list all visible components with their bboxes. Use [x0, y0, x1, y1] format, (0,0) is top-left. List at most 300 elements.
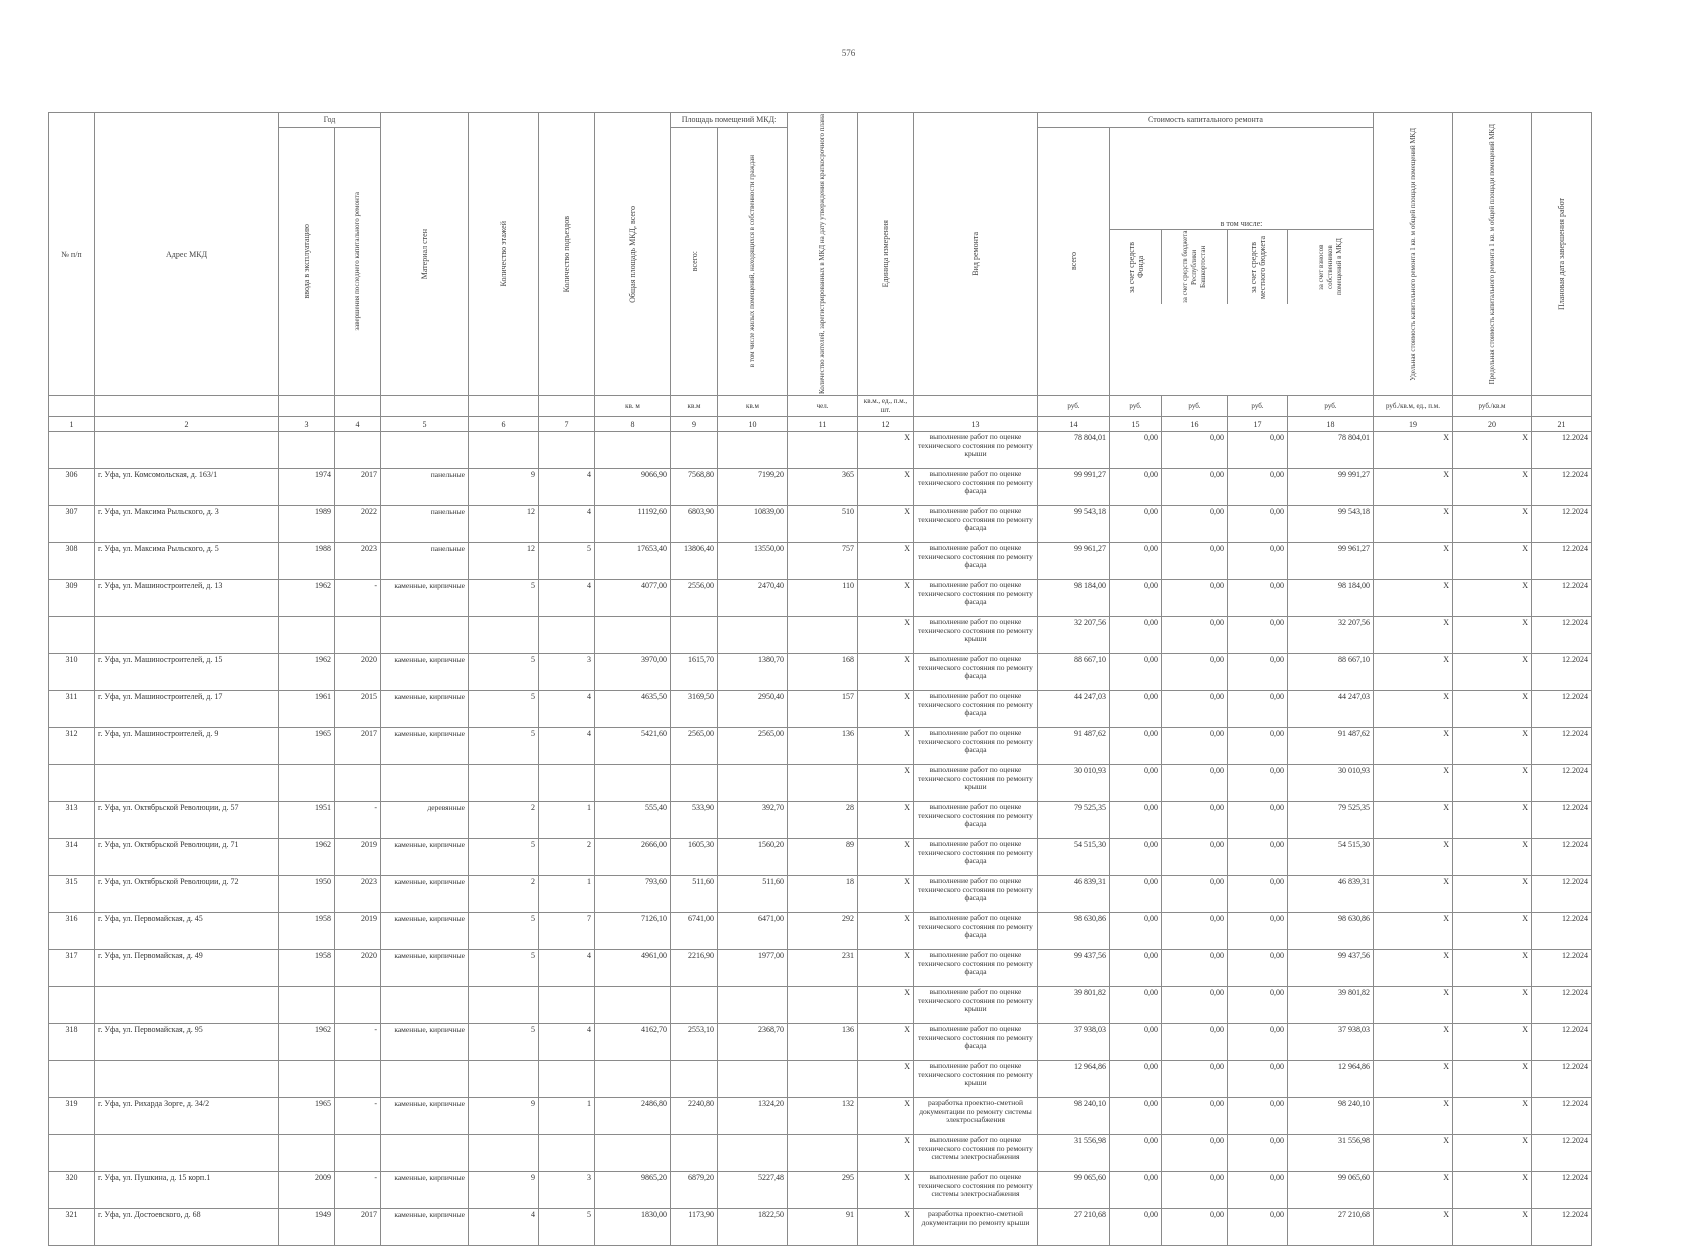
header-republic: за счет средств бюджета Республики Башкортостан — [1181, 230, 1208, 304]
row-year-commission — [279, 987, 335, 1024]
row-premises-total: 2553,10 — [671, 1024, 718, 1061]
row-entrances: 4 — [539, 469, 595, 506]
row-cost-local: 0,00 — [1228, 654, 1288, 691]
row-floors — [469, 765, 539, 802]
row-repair-type: выполнение работ по оценке технического состояния по ремонту крыши — [914, 617, 1038, 654]
row-premises-total: 511,60 — [671, 876, 718, 913]
row-number: 321 — [49, 1209, 95, 1246]
row-repair-type: выполнение работ по оценке технического состояния по ремонту фасада — [914, 543, 1038, 580]
row-wall-material: каменные, кирпичные — [381, 580, 469, 617]
row-wall-material — [381, 617, 469, 654]
row-address: г. Уфа, ул. Машиностроителей, д. 15 — [95, 654, 279, 691]
row-repair-type: выполнение работ по оценке технического состояния по ремонту фасада — [914, 506, 1038, 543]
row-cost-owners: 54 515,30 — [1288, 839, 1374, 876]
row-cost-republic: 0,00 — [1162, 691, 1228, 728]
row-unit: X — [858, 432, 914, 469]
row-floors: 5 — [469, 913, 539, 950]
row-premises-total: 2565,00 — [671, 728, 718, 765]
row-floors: 12 — [469, 506, 539, 543]
row-entrances: 4 — [539, 728, 595, 765]
table-row — [49, 950, 1592, 987]
row-residents: 365 — [788, 469, 858, 506]
row-unit-cost: X — [1374, 691, 1453, 728]
row-unit-cost: X — [1374, 1135, 1453, 1172]
row-planned-date: 12.2024 — [1532, 654, 1592, 691]
row-max-cost: X — [1453, 1172, 1532, 1209]
row-cost-total: 99 437,56 — [1038, 950, 1110, 987]
row-max-cost: X — [1453, 987, 1532, 1024]
row-planned-date: 12.2024 — [1532, 543, 1592, 580]
row-number: 315 — [49, 876, 95, 913]
row-cost-fund: 0,00 — [1110, 728, 1162, 765]
row-max-cost: X — [1453, 950, 1532, 987]
row-unit-cost: X — [1374, 802, 1453, 839]
row-planned-date: 12.2024 — [1532, 469, 1592, 506]
row-cost-total: 78 804,01 — [1038, 432, 1110, 469]
row-cost-owners: 98 630,86 — [1288, 913, 1374, 950]
row-floors: 5 — [469, 950, 539, 987]
row-premises-total: 6879,20 — [671, 1172, 718, 1209]
header-year-group: Год — [279, 113, 381, 128]
column-number: 6 — [469, 417, 539, 432]
row-year-commission: 1962 — [279, 580, 335, 617]
row-total-area: 4635,50 — [595, 691, 671, 728]
row-premises-residential — [718, 432, 788, 469]
row-cost-fund: 0,00 — [1110, 987, 1162, 1024]
row-cost-fund: 0,00 — [1110, 1024, 1162, 1061]
row-entrances: 3 — [539, 654, 595, 691]
row-unit-cost: X — [1374, 1098, 1453, 1135]
row-premises-total — [671, 1135, 718, 1172]
row-floors: 5 — [469, 1024, 539, 1061]
row-premises-residential: 6471,00 — [718, 913, 788, 950]
row-cost-total: 39 801,82 — [1038, 987, 1110, 1024]
row-cost-fund: 0,00 — [1110, 876, 1162, 913]
row-year-last-repair: 2017 — [335, 728, 381, 765]
row-year-last-repair: 2020 — [335, 654, 381, 691]
row-cost-total: 99 065,60 — [1038, 1172, 1110, 1209]
row-max-cost: X — [1453, 432, 1532, 469]
column-number: 19 — [1374, 417, 1453, 432]
unit-area3: кв.м — [718, 396, 788, 417]
row-cost-owners: 78 804,01 — [1288, 432, 1374, 469]
row-wall-material: каменные, кирпичные — [381, 876, 469, 913]
row-year-last-repair — [335, 765, 381, 802]
header-wall-material: Материал стен — [381, 113, 469, 396]
row-premises-total: 1615,70 — [671, 654, 718, 691]
column-number: 18 — [1288, 417, 1374, 432]
row-residents: 110 — [788, 580, 858, 617]
row-residents: 89 — [788, 839, 858, 876]
header-premises-total: всего: — [671, 127, 718, 395]
column-number: 21 — [1532, 417, 1592, 432]
row-max-cost: X — [1453, 728, 1532, 765]
row-residents — [788, 1061, 858, 1098]
table-row — [49, 1209, 1592, 1246]
row-floors: 5 — [469, 728, 539, 765]
row-unit: X — [858, 1061, 914, 1098]
row-floors: 5 — [469, 691, 539, 728]
row-planned-date: 12.2024 — [1532, 580, 1592, 617]
unit-measure: кв.м., ед., п.м., шт. — [858, 396, 914, 417]
column-number: 16 — [1162, 417, 1228, 432]
row-year-last-repair: 2020 — [335, 950, 381, 987]
row-cost-local: 0,00 — [1228, 617, 1288, 654]
row-cost-republic: 0,00 — [1162, 543, 1228, 580]
row-max-cost: X — [1453, 506, 1532, 543]
row-cost-republic: 0,00 — [1162, 432, 1228, 469]
row-year-commission: 1949 — [279, 1209, 335, 1246]
table-row — [49, 1024, 1592, 1061]
row-address: г. Уфа, ул. Машиностроителей, д. 9 — [95, 728, 279, 765]
row-floors: 12 — [469, 543, 539, 580]
row-cost-local: 0,00 — [1228, 987, 1288, 1024]
row-address: г. Уфа, ул. Первомайская, д. 45 — [95, 913, 279, 950]
row-planned-date: 12.2024 — [1532, 802, 1592, 839]
row-premises-residential — [718, 617, 788, 654]
row-repair-type: выполнение работ по оценке технического состояния по ремонту фасада — [914, 802, 1038, 839]
table-row — [49, 1135, 1592, 1172]
row-premises-residential — [718, 1135, 788, 1172]
row-number — [49, 617, 95, 654]
row-number: 309 — [49, 580, 95, 617]
row-max-cost: X — [1453, 839, 1532, 876]
row-entrances — [539, 765, 595, 802]
row-cost-local: 0,00 — [1228, 1172, 1288, 1209]
row-premises-residential: 2368,70 — [718, 1024, 788, 1061]
header-no: № п/п — [49, 113, 95, 396]
row-max-cost: X — [1453, 1209, 1532, 1246]
table-row — [49, 1098, 1592, 1135]
table-row — [49, 432, 1592, 469]
row-cost-local: 0,00 — [1228, 506, 1288, 543]
row-cost-owners: 44 247,03 — [1288, 691, 1374, 728]
row-cost-republic: 0,00 — [1162, 617, 1228, 654]
row-planned-date: 12.2024 — [1532, 506, 1592, 543]
row-year-commission: 1961 — [279, 691, 335, 728]
row-year-last-repair: 2022 — [335, 506, 381, 543]
row-max-cost: X — [1453, 469, 1532, 506]
row-unit: X — [858, 802, 914, 839]
row-cost-republic: 0,00 — [1162, 1172, 1228, 1209]
row-unit-cost: X — [1374, 469, 1453, 506]
row-premises-residential: 1324,20 — [718, 1098, 788, 1135]
row-cost-republic: 0,00 — [1162, 765, 1228, 802]
row-entrances: 2 — [539, 839, 595, 876]
row-wall-material — [381, 432, 469, 469]
row-cost-fund: 0,00 — [1110, 1209, 1162, 1246]
row-year-last-repair: 2023 — [335, 876, 381, 913]
row-cost-local: 0,00 — [1228, 802, 1288, 839]
row-repair-type: выполнение работ по оценке технического состояния по ремонту крыши — [914, 1061, 1038, 1098]
row-cost-republic: 0,00 — [1162, 802, 1228, 839]
row-number — [49, 765, 95, 802]
row-unit: X — [858, 654, 914, 691]
row-planned-date: 12.2024 — [1532, 913, 1592, 950]
row-wall-material: каменные, кирпичные — [381, 728, 469, 765]
row-cost-fund: 0,00 — [1110, 839, 1162, 876]
row-total-area: 2486,80 — [595, 1098, 671, 1135]
row-residents: 28 — [788, 802, 858, 839]
row-cost-owners: 99 961,27 — [1288, 543, 1374, 580]
row-cost-fund: 0,00 — [1110, 1098, 1162, 1135]
row-premises-total — [671, 432, 718, 469]
row-address: г. Уфа, ул. Комсомольская, д. 163/1 — [95, 469, 279, 506]
column-number: 11 — [788, 417, 858, 432]
row-entrances — [539, 987, 595, 1024]
row-cost-owners: 99 065,60 — [1288, 1172, 1374, 1209]
row-total-area — [595, 987, 671, 1024]
row-planned-date: 12.2024 — [1532, 1061, 1592, 1098]
row-planned-date: 12.2024 — [1532, 728, 1592, 765]
table-row — [49, 654, 1592, 691]
row-cost-fund: 0,00 — [1110, 617, 1162, 654]
row-total-area: 555,40 — [595, 802, 671, 839]
row-year-last-repair: 2017 — [335, 1209, 381, 1246]
row-premises-total: 1173,90 — [671, 1209, 718, 1246]
row-cost-total: 54 515,30 — [1038, 839, 1110, 876]
row-cost-republic: 0,00 — [1162, 1209, 1228, 1246]
row-premises-total: 2556,00 — [671, 580, 718, 617]
row-cost-republic: 0,00 — [1162, 1024, 1228, 1061]
row-unit: X — [858, 580, 914, 617]
row-repair-type: выполнение работ по оценке технического состояния по ремонту фасада — [914, 580, 1038, 617]
row-address: г. Уфа, ул. Рихарда Зорге, д. 34/2 — [95, 1098, 279, 1135]
row-number: 320 — [49, 1172, 95, 1209]
table-row — [49, 580, 1592, 617]
row-repair-type: выполнение работ по оценке технического состояния по ремонту фасада — [914, 691, 1038, 728]
row-cost-republic: 0,00 — [1162, 987, 1228, 1024]
row-cost-total: 91 487,62 — [1038, 728, 1110, 765]
row-wall-material — [381, 987, 469, 1024]
row-floors: 5 — [469, 580, 539, 617]
row-cost-fund: 0,00 — [1110, 691, 1162, 728]
row-premises-residential — [718, 765, 788, 802]
row-residents: 757 — [788, 543, 858, 580]
repair-plan-table-container — [48, 112, 1592, 1246]
row-year-commission — [279, 1135, 335, 1172]
row-max-cost: X — [1453, 691, 1532, 728]
row-max-cost: X — [1453, 617, 1532, 654]
row-unit: X — [858, 543, 914, 580]
row-address — [95, 987, 279, 1024]
row-unit: X — [858, 728, 914, 765]
row-premises-total: 2216,90 — [671, 950, 718, 987]
row-planned-date: 12.2024 — [1532, 1172, 1592, 1209]
header-owners: за счет взносов собственников помещений в МКД — [1317, 238, 1344, 296]
header-planned-date: Плановая дата завершения работ — [1532, 113, 1592, 396]
row-cost-total: 37 938,03 — [1038, 1024, 1110, 1061]
row-premises-total: 6741,00 — [671, 913, 718, 950]
row-unit: X — [858, 913, 914, 950]
row-residents: 91 — [788, 1209, 858, 1246]
row-total-area: 11192,60 — [595, 506, 671, 543]
row-cost-republic: 0,00 — [1162, 728, 1228, 765]
row-cost-owners: 99 437,56 — [1288, 950, 1374, 987]
row-address: г. Уфа, ул. Первомайская, д. 95 — [95, 1024, 279, 1061]
row-address: г. Уфа, ул. Максима Рыльского, д. 3 — [95, 506, 279, 543]
row-floors: 4 — [469, 1209, 539, 1246]
header-residents: Количество жителей, зарегистрированных в МКД на дату утверждения краткосрочного плана — [788, 113, 858, 396]
row-number — [49, 1061, 95, 1098]
row-cost-total: 99 961,27 — [1038, 543, 1110, 580]
row-total-area: 5421,60 — [595, 728, 671, 765]
row-year-commission: 1962 — [279, 654, 335, 691]
row-entrances: 4 — [539, 950, 595, 987]
row-unit: X — [858, 876, 914, 913]
row-year-commission: 1974 — [279, 469, 335, 506]
row-unit-cost: X — [1374, 1024, 1453, 1061]
row-residents: 157 — [788, 691, 858, 728]
row-year-last-repair — [335, 987, 381, 1024]
header-total: всего — [1038, 127, 1110, 395]
row-cost-owners: 39 801,82 — [1288, 987, 1374, 1024]
row-cost-fund: 0,00 — [1110, 1172, 1162, 1209]
unit-unit-cost: руб./кв.м, ед., п.м. — [1374, 396, 1453, 417]
row-year-commission — [279, 765, 335, 802]
row-year-last-repair: 2023 — [335, 543, 381, 580]
row-cost-owners: 37 938,03 — [1288, 1024, 1374, 1061]
row-year-last-repair: 2019 — [335, 913, 381, 950]
row-year-last-repair: - — [335, 802, 381, 839]
row-unit: X — [858, 765, 914, 802]
row-total-area: 9066,90 — [595, 469, 671, 506]
header-year-commission: ввода в эксплуатацию — [279, 127, 335, 395]
row-max-cost: X — [1453, 1135, 1532, 1172]
column-number: 20 — [1453, 417, 1532, 432]
table-row — [49, 876, 1592, 913]
row-cost-total: 31 556,98 — [1038, 1135, 1110, 1172]
row-year-commission: 2009 — [279, 1172, 335, 1209]
row-premises-residential: 7199,20 — [718, 469, 788, 506]
row-cost-total: 30 010,93 — [1038, 765, 1110, 802]
row-max-cost: X — [1453, 580, 1532, 617]
row-number: 318 — [49, 1024, 95, 1061]
row-cost-fund: 0,00 — [1110, 432, 1162, 469]
row-residents: 132 — [788, 1098, 858, 1135]
row-entrances: 4 — [539, 1024, 595, 1061]
row-premises-total — [671, 987, 718, 1024]
row-premises-residential: 5227,48 — [718, 1172, 788, 1209]
row-entrances: 4 — [539, 691, 595, 728]
row-total-area: 4162,70 — [595, 1024, 671, 1061]
row-cost-local: 0,00 — [1228, 728, 1288, 765]
column-number: 7 — [539, 417, 595, 432]
row-entrances — [539, 1061, 595, 1098]
row-repair-type: выполнение работ по оценке технического состояния по ремонту фасада — [914, 654, 1038, 691]
unit-rub: руб. — [1038, 396, 1110, 417]
row-year-commission: 1989 — [279, 506, 335, 543]
table-row — [49, 469, 1592, 506]
row-max-cost: X — [1453, 765, 1532, 802]
repair-plan-table — [48, 112, 1592, 1246]
row-premises-total: 7568,80 — [671, 469, 718, 506]
row-floors: 9 — [469, 1172, 539, 1209]
header-including: в том числе: — [1110, 219, 1373, 230]
row-repair-type: разработка проектно-сметной документации по ремонту системы электроснабжения — [914, 1098, 1038, 1135]
row-address: г. Уфа, ул. Октябрьской Революции, д. 71 — [95, 839, 279, 876]
row-max-cost: X — [1453, 1061, 1532, 1098]
row-cost-republic: 0,00 — [1162, 654, 1228, 691]
row-unit-cost: X — [1374, 1061, 1453, 1098]
row-unit: X — [858, 691, 914, 728]
column-number: 4 — [335, 417, 381, 432]
header-cost-group: Стоимость капитального ремонта — [1038, 113, 1374, 128]
row-cost-fund: 0,00 — [1110, 543, 1162, 580]
row-wall-material — [381, 1135, 469, 1172]
row-wall-material: каменные, кирпичные — [381, 1024, 469, 1061]
row-planned-date: 12.2024 — [1532, 1135, 1592, 1172]
row-max-cost: X — [1453, 1024, 1532, 1061]
header-repair-type: Вид ремонта — [914, 113, 1038, 396]
row-repair-type: выполнение работ по оценке технического состояния по ремонту фасада — [914, 913, 1038, 950]
row-floors: 2 — [469, 802, 539, 839]
column-number: 13 — [914, 417, 1038, 432]
row-wall-material: каменные, кирпичные — [381, 1172, 469, 1209]
row-premises-residential: 1977,00 — [718, 950, 788, 987]
header-premises-residential: в том числе жилых помещений, находящихся в собственности граждан — [718, 127, 788, 395]
row-floors — [469, 987, 539, 1024]
row-cost-local: 0,00 — [1228, 950, 1288, 987]
row-cost-total: 79 525,35 — [1038, 802, 1110, 839]
row-cost-total: 46 839,31 — [1038, 876, 1110, 913]
row-cost-fund: 0,00 — [1110, 1061, 1162, 1098]
unit-area2: кв.м — [671, 396, 718, 417]
row-unit: X — [858, 1098, 914, 1135]
row-entrances: 5 — [539, 1209, 595, 1246]
row-planned-date: 12.2024 — [1532, 987, 1592, 1024]
row-total-area — [595, 432, 671, 469]
row-year-last-repair: - — [335, 1024, 381, 1061]
row-cost-total: 27 210,68 — [1038, 1209, 1110, 1246]
header-max-cost: Предельная стоимость капитального ремонта 1 кв. м общей площади помещений МКД — [1453, 113, 1532, 396]
row-cost-fund: 0,00 — [1110, 469, 1162, 506]
row-cost-total: 44 247,03 — [1038, 691, 1110, 728]
row-floors: 5 — [469, 839, 539, 876]
row-cost-owners: 32 207,56 — [1288, 617, 1374, 654]
table-row — [49, 617, 1592, 654]
row-unit: X — [858, 1024, 914, 1061]
row-year-last-repair: - — [335, 1172, 381, 1209]
row-max-cost: X — [1453, 802, 1532, 839]
row-entrances: 1 — [539, 1098, 595, 1135]
row-year-last-repair — [335, 617, 381, 654]
row-repair-type: выполнение работ по оценке технического состояния по ремонту фасада — [914, 1024, 1038, 1061]
row-unit-cost: X — [1374, 987, 1453, 1024]
row-address: г. Уфа, ул. Октябрьской Революции, д. 57 — [95, 802, 279, 839]
table-row — [49, 728, 1592, 765]
row-premises-total — [671, 1061, 718, 1098]
row-cost-owners: 27 210,68 — [1288, 1209, 1374, 1246]
row-cost-fund: 0,00 — [1110, 950, 1162, 987]
row-wall-material — [381, 765, 469, 802]
row-unit-cost: X — [1374, 654, 1453, 691]
row-repair-type: выполнение работ по оценке технического состояния по ремонту фасада — [914, 728, 1038, 765]
row-unit: X — [858, 1172, 914, 1209]
row-planned-date: 12.2024 — [1532, 617, 1592, 654]
row-planned-date: 12.2024 — [1532, 432, 1592, 469]
column-number: 3 — [279, 417, 335, 432]
row-unit: X — [858, 950, 914, 987]
row-cost-owners: 79 525,35 — [1288, 802, 1374, 839]
row-premises-total — [671, 765, 718, 802]
row-cost-republic: 0,00 — [1162, 1098, 1228, 1135]
row-total-area: 2666,00 — [595, 839, 671, 876]
header-including-block — [1110, 127, 1374, 395]
row-cost-republic: 0,00 — [1162, 1061, 1228, 1098]
row-premises-residential: 1380,70 — [718, 654, 788, 691]
row-number: 316 — [49, 913, 95, 950]
